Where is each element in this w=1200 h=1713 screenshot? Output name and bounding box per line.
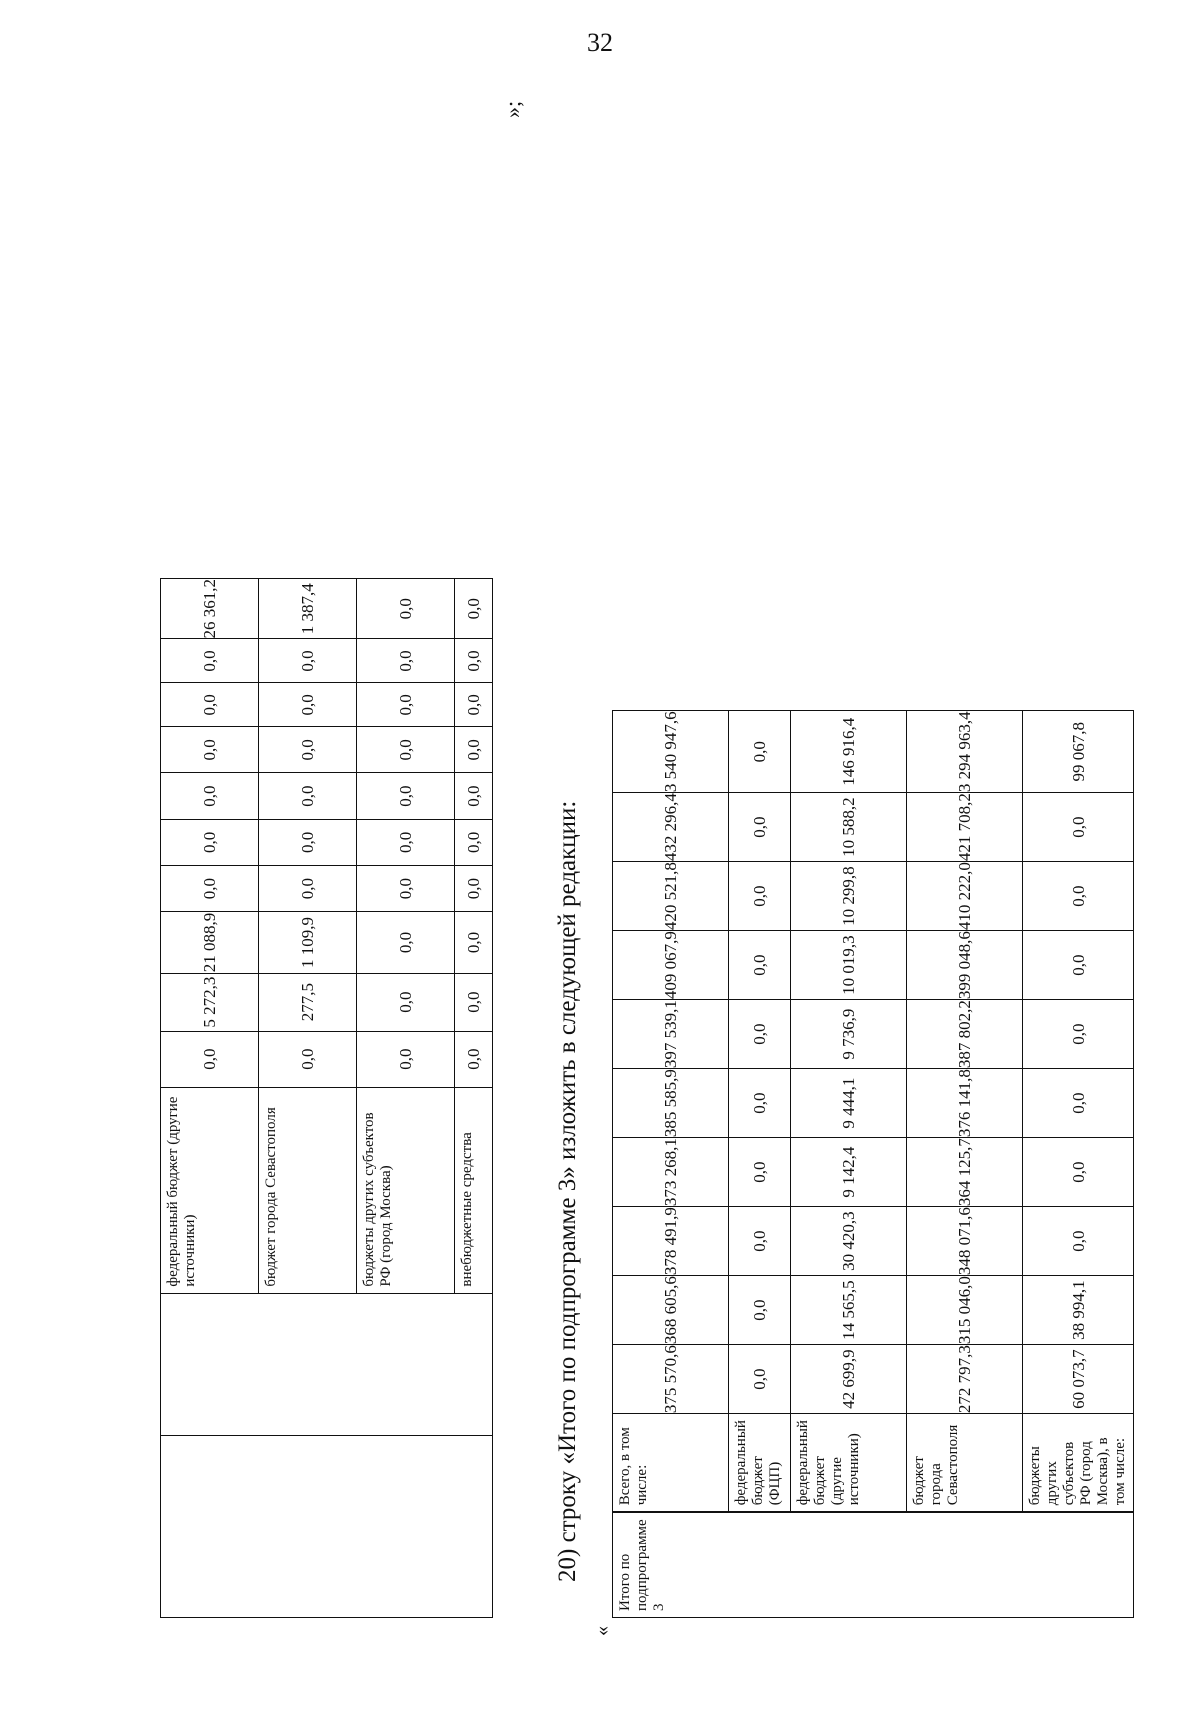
page-number: 32 [587,28,613,57]
value-cell: 0,0 [729,1207,791,1276]
value-cell: 0,0 [1023,1000,1134,1069]
value-cell: 0,0 [161,1031,259,1087]
row-label: бюджеты других субъектов РФ (город Москва) [357,1087,455,1293]
value-cell: 0,0 [455,912,493,973]
value-cell: 0,0 [161,639,259,683]
value-cell: 0,0 [729,862,791,931]
value-cell: 0,0 [161,773,259,819]
opening-quote-mark: « [591,1626,613,1636]
empty-cell [161,1436,493,1618]
value-cell: 315 046,0 [907,1276,1023,1345]
value-cell: 0,0 [729,1345,791,1414]
value-cell: 0,0 [729,793,791,862]
value-cell: 0,0 [161,865,259,911]
value-cell: 0,0 [259,1031,357,1087]
subprogram-3-total-table [612,710,1134,1618]
value-cell: 0,0 [1023,793,1134,862]
value-cell: 21 088,9 [161,912,259,973]
table-row [791,711,907,1618]
value-cell: 0,0 [259,727,357,773]
value-cell: 0,0 [455,773,493,819]
value-cell: 0,0 [259,865,357,911]
table-row [161,579,259,1618]
upper-budget-table [160,578,493,1618]
value-cell: 0,0 [1023,931,1134,1000]
empty-cell [161,1293,493,1436]
value-cell: 277,5 [259,973,357,1031]
table-row [1023,711,1134,1618]
value-cell: 0,0 [357,973,455,1031]
value-cell: 5 272,3 [161,973,259,1031]
value-cell: 420 521,8 [613,862,729,931]
total-cell: 99 067,8 [1023,711,1134,793]
upper-table-rotated [160,578,493,1618]
row-label: бюджет города Севастополя [259,1087,357,1293]
row-label: бюджет города Севастополя [907,1414,1023,1512]
value-cell: 0,0 [1023,862,1134,931]
value-cell: 0,0 [357,727,455,773]
value-cell: 30 420,3 [791,1207,907,1276]
value-cell: 0,0 [1023,1138,1134,1207]
value-cell: 0,0 [259,819,357,865]
row-label: федеральный бюджет (другие источники) [791,1414,907,1512]
table-row [729,711,791,1618]
value-cell: 0,0 [357,1031,455,1087]
total-cell: 0,0 [357,579,455,640]
value-cell: 0,0 [259,773,357,819]
value-cell: 0,0 [455,683,493,727]
value-cell: 399 048,6 [907,931,1023,1000]
value-cell: 0,0 [357,912,455,973]
row-label: бюджеты других субъектов РФ (город Москва), в том числе: [1023,1414,1134,1512]
value-cell: 385 585,9 [613,1069,729,1138]
closing-quote-mark: »; [500,100,525,118]
value-cell: 0,0 [357,773,455,819]
value-cell: 378 491,9 [613,1207,729,1276]
value-cell: 272 797,3 [907,1345,1023,1414]
row-label: внебюджетные средства [455,1087,493,1293]
value-cell: 0,0 [729,1000,791,1069]
total-cell: 0,0 [455,579,493,640]
empty-cell [613,1512,1134,1513]
amendment-heading: 20) строку «Итого по подпрограмме 3» изложить в следующей редакции: [554,800,581,1582]
value-cell: 0,0 [1023,1069,1134,1138]
value-cell: 10 588,2 [791,793,907,862]
value-cell: 0,0 [729,931,791,1000]
row-label: федеральный бюджет (другие источники) [161,1087,259,1293]
value-cell: 0,0 [161,683,259,727]
value-cell: 387 802,2 [907,1000,1023,1069]
value-cell: 0,0 [729,1069,791,1138]
value-cell: 9 142,4 [791,1138,907,1207]
row-label: федеральный бюджет (ФЦП) [729,1414,791,1512]
lower-table-rotated [612,710,1134,1618]
value-cell: 0,0 [161,819,259,865]
value-cell: 0,0 [455,973,493,1031]
value-cell: 348 071,6 [907,1207,1023,1276]
value-cell: 397 539,1 [613,1000,729,1069]
value-cell: 0,0 [357,865,455,911]
value-cell: 10 019,3 [791,931,907,1000]
value-cell: 0,0 [357,683,455,727]
value-cell: 364 125,7 [907,1138,1023,1207]
value-cell: 376 141,8 [907,1069,1023,1138]
value-cell: 0,0 [729,1276,791,1345]
value-cell: 9 736,9 [791,1000,907,1069]
value-cell: 0,0 [455,1031,493,1087]
value-cell: 14 565,5 [791,1276,907,1345]
value-cell: 0,0 [455,865,493,911]
value-cell: 410 222,0 [907,862,1023,931]
total-cell: 3 540 947,6 [613,711,729,793]
value-cell: 0,0 [357,819,455,865]
value-cell: 42 699,9 [791,1345,907,1414]
table-row [907,711,1023,1618]
value-cell: 409 067,9 [613,931,729,1000]
value-cell: 0,0 [729,1138,791,1207]
value-cell: 0,0 [455,639,493,683]
total-cell: 0,0 [729,711,791,793]
total-cell: 3 294 963,4 [907,711,1023,793]
row-label: Всего, в том числе: [613,1414,729,1512]
value-cell: 0,0 [259,639,357,683]
value-cell: 10 299,8 [791,862,907,931]
value-cell: 0,0 [161,727,259,773]
value-cell: 0,0 [455,727,493,773]
value-cell: 0,0 [357,639,455,683]
value-cell: 375 570,6 [613,1345,729,1414]
value-cell: 9 444,1 [791,1069,907,1138]
table-row [613,711,729,1618]
total-cell: 146 916,4 [791,711,907,793]
total-cell: 26 361,2 [161,579,259,640]
total-cell: 1 387,4 [259,579,357,640]
value-cell: 0,0 [455,819,493,865]
value-cell: 38 994,1 [1023,1276,1134,1345]
value-cell: 60 073,7 [1023,1345,1134,1414]
value-cell: 421 708,2 [907,793,1023,862]
value-cell: 1 109,9 [259,912,357,973]
value-cell: 368 605,6 [613,1276,729,1345]
value-cell: 0,0 [1023,1207,1134,1276]
subprogram-title: Итого по подпрограмме 3 [613,1513,1134,1618]
value-cell: 373 268,1 [613,1138,729,1207]
value-cell: 0,0 [259,683,357,727]
value-cell: 432 296,4 [613,793,729,862]
